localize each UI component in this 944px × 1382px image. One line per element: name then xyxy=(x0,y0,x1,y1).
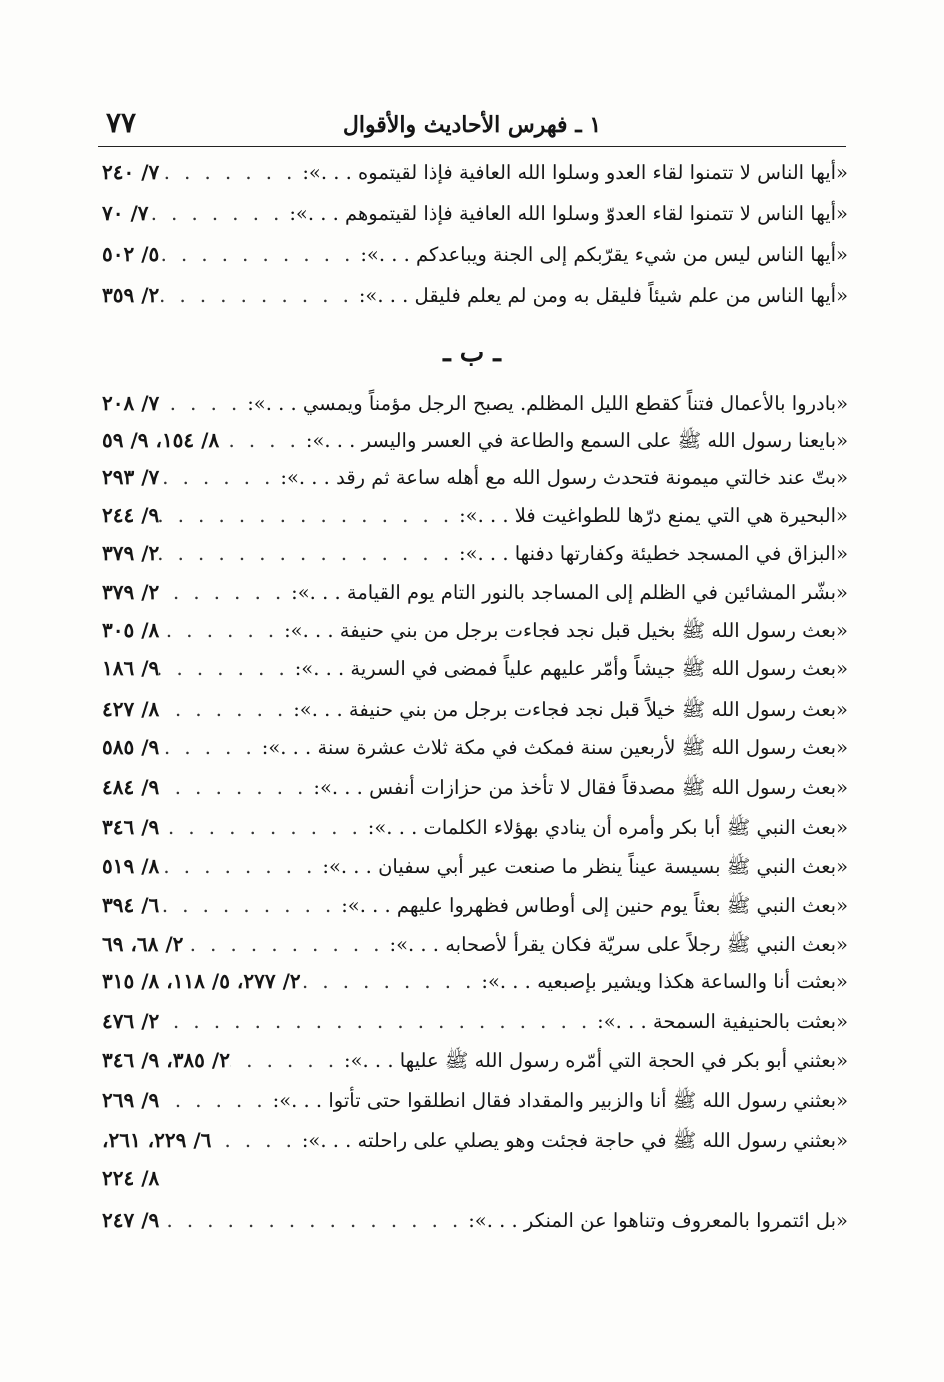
entry-text: «بعثت بالحنيفية السمحة . . .»: xyxy=(597,1010,848,1033)
leader-dots xyxy=(230,1049,344,1072)
page-number: ٧٧ xyxy=(106,106,137,139)
entry-text: «بعثني رسول الله ﷺ في حاجة فجئت وهو يصلي على راحلته . . .»: xyxy=(301,1129,848,1152)
index-entry xyxy=(102,1128,848,1162)
entry-ref: ٢/ ٣٧٩ xyxy=(102,541,160,565)
entry-text: «البحيرة هي التي يمنع درّها للطواغيت فلا . . .»: xyxy=(459,504,848,527)
leader-dots xyxy=(301,970,482,993)
leader-dots xyxy=(159,392,247,415)
index-entry xyxy=(102,391,848,425)
entry-text: «بعث النبي ﷺ بسيسة عيناً ينظر ما صنعت عير أبي سفيان . . .»: xyxy=(322,855,848,878)
entry-ref: ٩/ ٢٤٧ xyxy=(102,1208,160,1232)
leader-dots xyxy=(159,855,322,878)
leader-dots xyxy=(159,504,459,527)
entry-text: «أيها الناس لا تتمنوا لقاء العدوّ وسلوا الله العافية فإذا لقيتموهم . . .»: xyxy=(289,202,848,225)
entry-ref: ٢/ ٢٧٧، ٥/ ١١٨، ٨/ ٣١٥ xyxy=(102,969,301,993)
entry-ref: ٨/ ٥١٩ xyxy=(102,854,160,878)
entry-text: «بشّر المشائين في الظلم إلى المساجد بالنور التام يوم القيامة . . .»: xyxy=(291,581,848,604)
index-entry xyxy=(102,932,848,966)
entry-ref: ٧/ ٢٩٣ xyxy=(102,465,160,489)
entry-ref-continuation: ٨/ ٢٢٤ xyxy=(102,1166,160,1190)
entry-ref: ٩/ ٣٤٦ xyxy=(102,815,160,839)
index-entry xyxy=(102,242,848,276)
entry-ref: ٢/ ٦٨، ٦٩ xyxy=(102,932,184,956)
index-entry xyxy=(102,656,848,690)
entry-text: «بادروا بالأعمال فتناً كقطع الليل المظلم. يصبح الرجل مؤمناً ويمسي . . .»: xyxy=(247,392,848,415)
entry-ref: ٧/ ٢٠٨ xyxy=(102,391,160,415)
entry-ref: ٦/ ٣٩٤ xyxy=(102,893,160,917)
entry-ref: ٩/ ٥٨٥ xyxy=(102,735,160,759)
leader-dots xyxy=(159,542,459,565)
entry-text: «أيها الناس من علم شيئاً فليقل به ومن لم يعلم فليقل . . .»: xyxy=(358,284,848,307)
entry-ref: ٨/ ٤٢٧ xyxy=(102,697,160,721)
entry-text: «بعث النبي ﷺ أبا بكر وأمره أن ينادي بهؤلاء الكلمات . . .»: xyxy=(367,816,848,839)
entry-text: «بتّ عند خالتي ميمونة فتحدث رسول الله مع أهله ساعة ثم رقد . . .»: xyxy=(280,466,848,489)
leader-dots xyxy=(159,619,284,642)
entry-ref: ٧/ ٧٠ xyxy=(102,201,149,225)
leader-dots xyxy=(159,466,280,489)
entry-ref: ٨/ ١٥٤، ٩/ ٥٩ xyxy=(102,428,220,452)
index-entry xyxy=(102,201,848,235)
index-entry xyxy=(102,815,848,849)
index-entry xyxy=(102,465,848,499)
page-header xyxy=(98,106,846,147)
index-entry xyxy=(102,735,848,769)
index-entry xyxy=(102,1009,848,1043)
entry-ref: ٢/ ٣٧٩ xyxy=(102,580,160,604)
entry-text: «بعثني رسول الله ﷺ أنا والزبير والمقداد فقال انطلقوا حتى تأتوا . . .»: xyxy=(272,1089,848,1112)
entry-text: «بعث رسول الله ﷺ خيلاً قبل نجد فجاءت برجل من بني حنيفة . . .»: xyxy=(293,698,848,721)
leader-dots xyxy=(159,581,291,604)
entry-text: «بعث النبي ﷺ بعثاً يوم حنين إلى أوطاس فظهروا عليهم . . .»: xyxy=(341,894,848,917)
leader-dots xyxy=(149,202,290,225)
entry-text: «بايعنا رسول الله ﷺ على السمع والطاعة في العسر واليسر . . .»: xyxy=(305,429,848,452)
entry-ref: ٥/ ٥٠٢ xyxy=(102,242,160,266)
entry-text: «البزاق في المسجد خطيئة وكفارتها دفنها . . .»: xyxy=(459,542,848,565)
entry-text: «أيها الناس ليس من شيء يقرّبكم إلى الجنة ويباعدكم . . .»: xyxy=(360,243,848,266)
entry-text: «بعث النبي ﷺ رجلاً على سريّة فكان يقرأ لأصحابه . . .»: xyxy=(389,933,848,956)
index-entry xyxy=(102,854,848,888)
index-entry xyxy=(102,160,848,194)
leader-dots xyxy=(159,284,359,307)
page-title: ١ ـ فهرس الأحاديث والأقوال xyxy=(342,112,602,138)
entry-ref: ٩/ ٢٤٤ xyxy=(102,503,160,527)
index-entry xyxy=(102,893,848,927)
leader-dots xyxy=(159,698,293,721)
section-heading: ـ ب ـ xyxy=(443,338,501,368)
index-entry xyxy=(102,283,848,317)
entry-ref: ٢/ ٣٥٩ xyxy=(102,283,160,307)
leader-dots xyxy=(159,243,360,266)
entry-ref: ٧/ ٢٤٠ xyxy=(102,160,160,184)
leader-dots xyxy=(159,657,294,680)
entry-ref: ٩/ ٤٨٤ xyxy=(102,775,160,799)
entry-ref: ٢/ ٣٨٥، ٩/ ٣٤٦ xyxy=(102,1048,230,1072)
leader-dots xyxy=(159,1010,597,1033)
entry-text: «بعث رسول الله ﷺ مصدقاً فقال لا تأخذ من حزازات أنفس . . .»: xyxy=(313,776,848,799)
index-entry xyxy=(102,697,848,731)
entry-text: «بعثت أنا والساعة هكذا ويشير بإصبعيه . . .»: xyxy=(481,970,848,993)
entry-ref: ٩/ ٢٦٩ xyxy=(102,1088,160,1112)
entry-ref: ٦/ ٢٢٩، ٢٦١، xyxy=(102,1128,212,1152)
leader-dots xyxy=(159,1089,272,1112)
index-entry xyxy=(102,775,848,809)
entry-ref: ٨/ ٣٠٥ xyxy=(102,618,160,642)
leader-dots xyxy=(159,894,341,917)
leader-dots xyxy=(183,933,389,956)
leader-dots xyxy=(219,429,306,452)
entry-ref: ٢/ ٤٧٦ xyxy=(102,1009,160,1033)
entry-text: «أيها الناس لا تتمنوا لقاء العدو وسلوا الله العافية فإذا لقيتموه . . .»: xyxy=(302,161,848,184)
index-entry xyxy=(102,428,848,462)
index-entry xyxy=(102,1048,848,1082)
entry-text: «بعث رسول الله ﷺ لأربعين سنة فمكث في مكة ثلاث عشرة سنة . . .»: xyxy=(261,736,848,759)
leader-dots xyxy=(159,816,368,839)
index-entry xyxy=(102,969,848,1003)
index-entry xyxy=(102,503,848,537)
entry-text: «بل ائتمروا بالمعروف وتناهوا عن المنكر . . .»: xyxy=(468,1209,848,1232)
leader-dots xyxy=(159,1209,468,1232)
index-entry xyxy=(102,1208,848,1242)
entry-text: «بعث رسول الله ﷺ بخيل قبل نجد فجاءت برجل من بني حنيفة . . .»: xyxy=(284,619,848,642)
index-entry xyxy=(102,541,848,575)
entry-ref: ٩/ ١٨٦ xyxy=(102,656,160,680)
entry-text: «بعث رسول الله ﷺ جيشاً وأمّر عليهم علياً فمضى في السرية . . .»: xyxy=(294,657,848,680)
leader-dots xyxy=(159,776,313,799)
leader-dots xyxy=(159,161,302,184)
index-entry xyxy=(102,580,848,614)
entry-text: «بعثني أبو بكر في الحجة التي أمّره رسول الله ﷺ عليها . . .»: xyxy=(344,1049,848,1072)
index-entry xyxy=(102,1088,848,1122)
leader-dots xyxy=(211,1129,301,1152)
index-entry xyxy=(102,618,848,652)
leader-dots xyxy=(159,736,261,759)
